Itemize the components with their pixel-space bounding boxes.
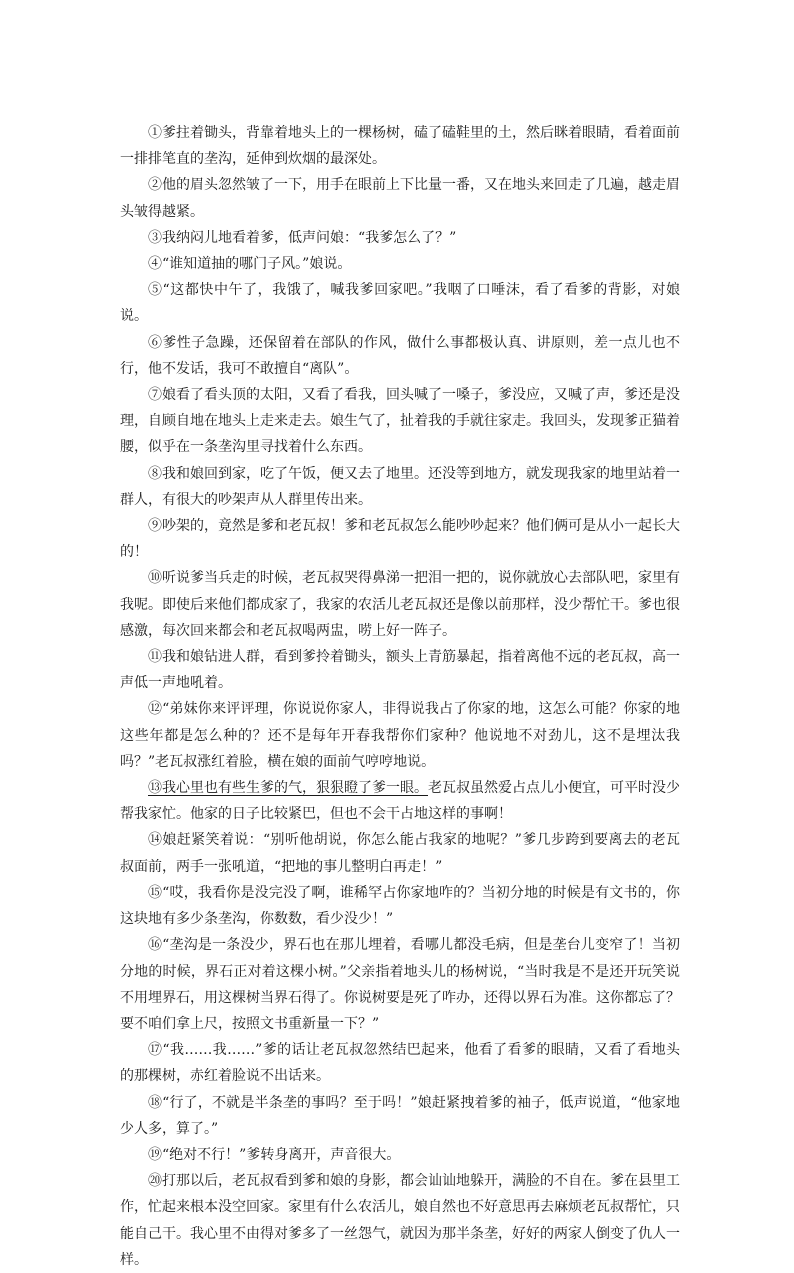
paragraph-2: ②他的眉头忽然皱了一下，用手在眼前上下比量一番，又在地头来回走了几遍，越走眉头皱得越紧。 [120, 177, 680, 220]
paragraph-13-rest: 老瓦叔虽然爱占点儿小便宜，可平时没少帮我家忙。他家的日子比较紧巴，但也不会干占地这样的事啊！ [120, 780, 680, 823]
article-body [120, 120, 680, 1273]
paragraph-8: ⑧我和娘回到家，吃了午饭，便又去了地里。还没等到地方，就发现我家的地里站着一群人，有很大的吵架声从人群里传出来。 [120, 465, 680, 508]
paragraph-13 [120, 775, 680, 827]
paragraph-9: ⑨吵架的，竟然是爹和老瓦叔！爹和老瓦叔怎么能吵吵起来？他们俩可是从小一起长大的！ [120, 518, 680, 561]
paragraph-7: ⑦娘看了看头顶的太阳，又看了看我，回头喊了一嗓子，爹没应，又喊了声，爹还是没理，自顾自地在地头上走来走去。娘生气了，扯着我的手就往家走。我回头，发现爹正猫着腰，似乎在一条垄沟里寻找着什么东西。 [120, 387, 680, 456]
paragraph-11: ⑪我和娘钻进人群，看到爹拎着锄头，额头上青筋暴起，指着离他不远的老瓦叔，高一声低一声地吼着。 [120, 649, 680, 692]
paragraph-6: ⑥爹性子急躁，还保留着在部队的作风，做什么事都极认真、讲原则，差一点儿也不行，他不发话，我可不敢擅自“离队”。 [120, 334, 680, 377]
paragraph-14: ⑭娘赶紧笑着说：“别听他胡说，你怎么能占我家的地呢？”爹几步跨到要离去的老瓦叔面前，两手一张吼道，“把地的事儿整明白再走！” [120, 832, 680, 875]
paragraph-4: ④“谁知道抽的哪门子风。”娘说。 [148, 256, 352, 273]
paragraph-3: ③我纳闷儿地看着爹，低声问娘：“我爹怎么了？” [148, 229, 457, 246]
paragraph-5: ⑤“这都快中午了，我饿了，喊我爹回家吧。”我咽了口唾沫，看了看爹的背影，对娘说。 [120, 282, 680, 325]
paragraph-15: ⑮“哎，我看你是没完没了啊，谁稀罕占你家地咋的？当初分地的时候是有文书的，你这块地有多少条垄沟，你数数，看少没少！” [120, 884, 680, 928]
paragraph-18: ⑱“行了，不就是半条垄的事吗？至于吗！”娘赶紧拽着爹的袖子，低声说道，“他家地少人多，算了。” [120, 1094, 680, 1137]
underlined-sentence: ⑬我心里也有些生爹的气，狠狠瞪了爹一眼。 [148, 780, 428, 797]
paragraph-17: ⑰“我……我……”爹的话让老瓦叔忽然结巴起来，他看了看爹的眼睛，又看了看地头的那棵树，赤红着脸说不出话来。 [120, 1042, 680, 1085]
paragraph-16: ⑯“垄沟是一条没少，界石也在那儿埋着，看哪儿都没毛病，但是垄台儿变窄了！当初分地的时候，界石正对着这棵小树。”父亲指着地头儿的杨树说，“当时我是不是还开玩笑说不用埋界石，用这棵树当界石得了。你说树要是死了咋办，还得以界石为准。这你都忘了？要不咱们拿上尺，按照文书重新量一下？” [120, 937, 680, 1032]
paragraph-20: ⑳打那以后，老瓦叔看到爹和娘的身影，都会讪讪地躲开，满脸的不自在。爹在县里工作，忙起来根本没空回家。家里有什么农活儿，娘自然也不好意思再去麻烦老瓦叔帮忙，只能自己干。我心里不由得对爹多了一丝怨气，就因为那半条垄，好好的两家人倒变了仇人一样。 [120, 1173, 680, 1268]
paragraph-12: ⑫“弟妹你来评评理，你说说你家人，非得说我占了你家的地，这怎么可能？你家的地这些年都是怎么种的？还不是每年开春我帮你们家种？他说地不对劲儿，这不是埋汰我吗？”老瓦叔涨红着脸，横在娘的面前气哼哼地说。 [120, 701, 680, 770]
paragraph-19: ⑲“绝对不行！”爹转身离开，声音很大。 [148, 1146, 401, 1163]
paragraph-10: ⑩听说爹当兵走的时候，老瓦叔哭得鼻涕一把泪一把的，说你就放心去部队吧，家里有我呢。即使后来他们都成家了，我家的农活儿老瓦叔还是像以前那样，没少帮忙干。爹也很感激，每次回来都会和老瓦叔喝两盅，唠上好一阵子。 [120, 570, 680, 639]
paragraph-1: ①爹拄着锄头，背靠着地头上的一棵杨树，磕了磕鞋里的土，然后眯着眼睛，看着面前一排排笔直的垄沟，延伸到炊烟的最深处。 [120, 125, 680, 168]
